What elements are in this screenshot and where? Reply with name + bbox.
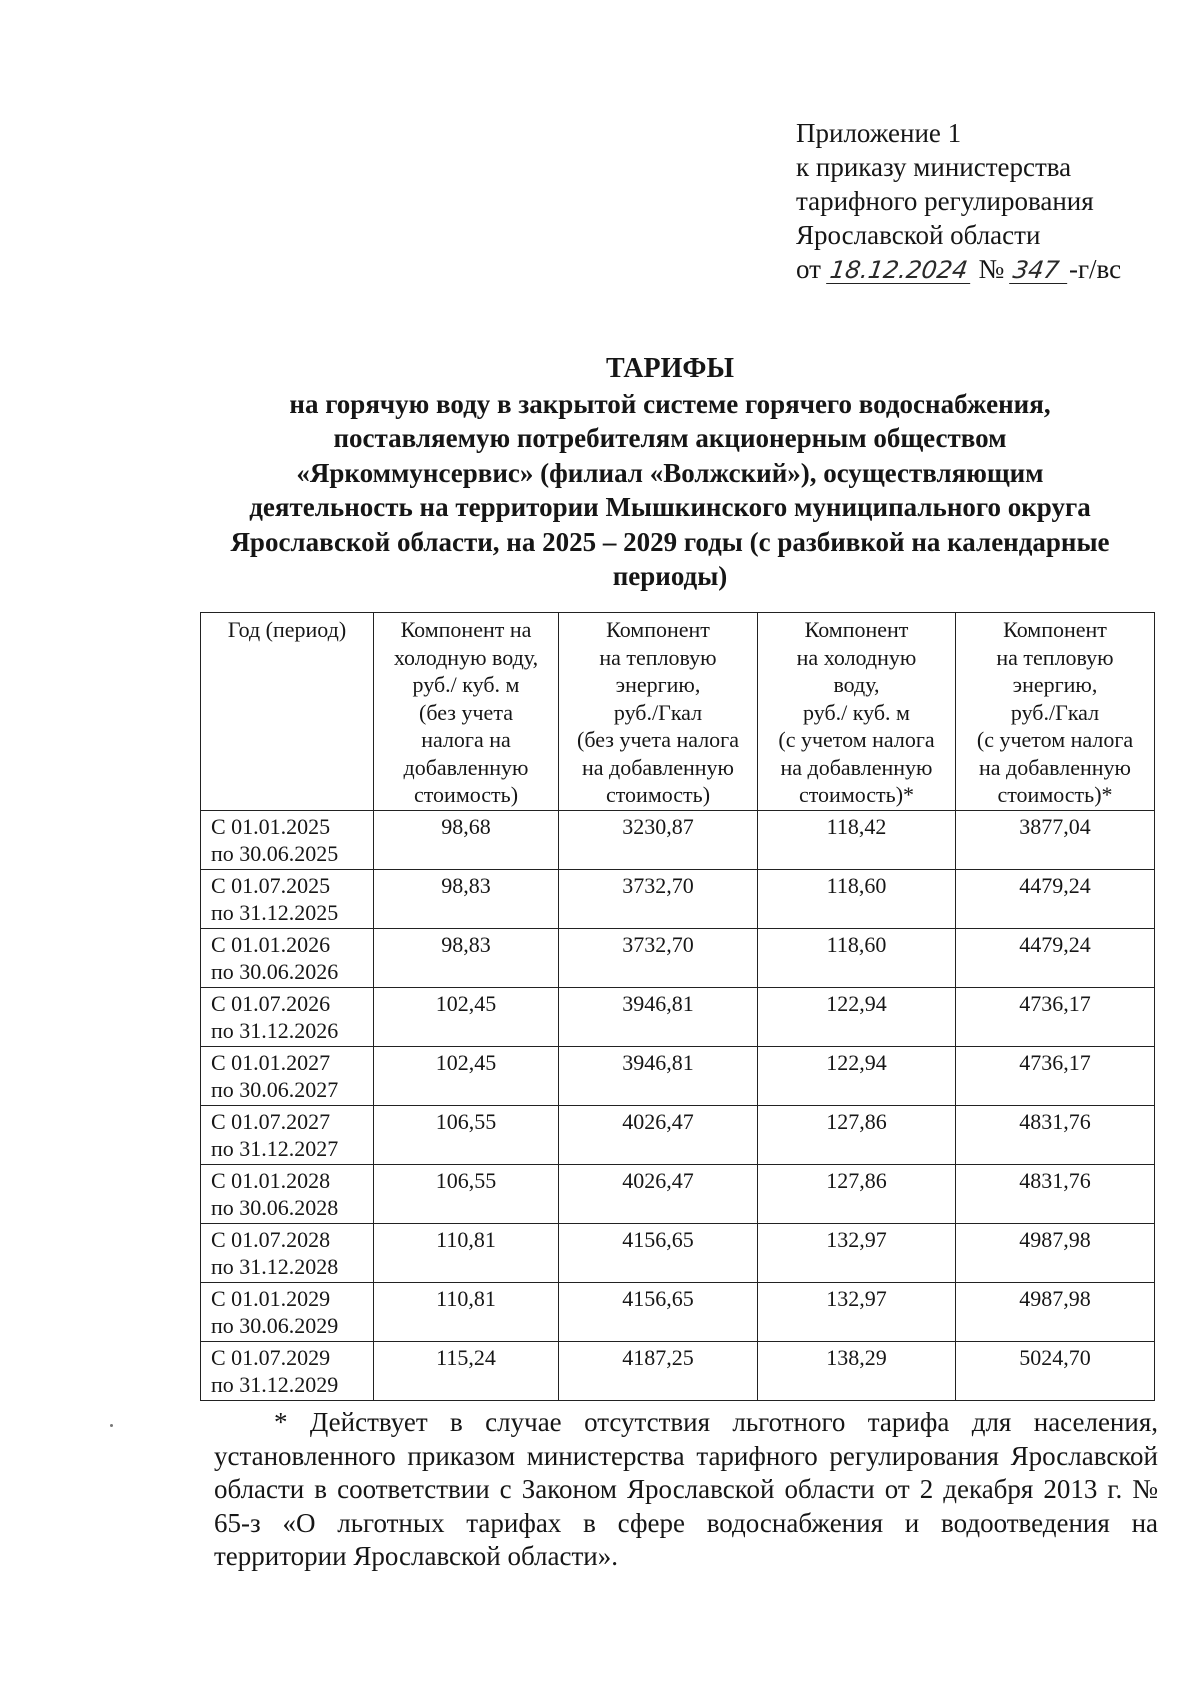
title-line: периоды) [612,561,728,591]
table-row [201,810,1155,869]
cell-heat-no-vat-text: 4156,65 [622,1226,694,1252]
title-main: ТАРИФЫ [606,353,734,384]
cell-period-text: С 01.07.2025 [211,872,331,898]
number-suffix: -г/вс [1068,254,1122,284]
cell-cold-no-vat [374,1046,559,1105]
cell-period-text: по 31.12.2028 [211,1254,339,1279]
table-row [201,1105,1155,1164]
title-line: на горячую воду в закрытой системе горячего водоснабжения, [289,388,1051,419]
table-row [201,1341,1155,1400]
cell-period [201,1164,374,1223]
header-text: на холодную [796,644,917,670]
cell-period-text: по 31.12.2025 [211,900,339,925]
cell-heat-with-vat [956,987,1155,1046]
header-cold-no-vat [374,613,559,811]
table-row [201,1282,1155,1341]
cell-heat-with-vat-text: 4831,76 [1019,1108,1091,1134]
cell-period-text: С 01.01.2027 [211,1049,331,1075]
cell-cold-with-vat [758,1164,956,1223]
table-row [201,928,1155,987]
cell-cold-no-vat-text: 115,24 [436,1344,496,1370]
header-text: (без учета налога [577,727,739,752]
scan-speck [110,1424,113,1427]
cell-period-text: С 01.07.2029 [211,1344,331,1370]
header-text: Компонент [606,617,710,642]
cell-heat-with-vat [956,1164,1155,1223]
cell-heat-no-vat-text: 4187,25 [622,1344,694,1370]
cell-cold-with-vat [758,928,956,987]
cell-cold-no-vat [374,1223,559,1282]
cell-heat-no-vat [559,1341,758,1400]
cell-cold-with-vat-text: 122,94 [826,990,887,1016]
cell-period-text: С 01.01.2028 [211,1167,331,1193]
table-row [201,1046,1155,1105]
cell-cold-no-vat-text: 102,45 [435,1049,497,1075]
header-period [201,613,374,811]
cell-period-text: по 31.12.2027 [211,1136,339,1161]
cell-period [201,928,374,987]
header-text: Компонент [804,617,909,642]
cell-period-text: С 01.01.2025 [211,813,331,839]
cell-cold-with-vat-text: 122,94 [826,1049,887,1075]
header-text: руб./Гкал [1010,699,1100,725]
cell-heat-no-vat [559,869,758,928]
cell-cold-with-vat-text: 118,60 [826,872,887,898]
cell-heat-with-vat-text: 5024,70 [1019,1344,1091,1370]
table-row [201,869,1155,928]
cell-period [201,869,374,928]
handwritten-date: 18.12.2024 [826,257,974,284]
cell-heat-no-vat-text: 4156,65 [622,1285,694,1311]
appendix-line-region: Ярославской области [796,220,1041,250]
number-sign: № [978,254,1005,284]
cell-cold-with-vat-text: 132,97 [826,1285,887,1311]
header-text: (с учетом налога [778,727,935,752]
cell-period-text: С 01.07.2026 [211,990,331,1016]
cell-cold-with-vat [758,987,956,1046]
header-text: Компонент на [400,617,532,642]
header-text: на добавленную [780,754,933,780]
cell-period [201,1223,374,1282]
cell-heat-with-vat [956,1341,1155,1400]
header-text: Год (период) [227,617,347,642]
cell-cold-with-vat [758,1046,956,1105]
cell-period [201,1282,374,1341]
header-text: энергию, [1012,672,1098,697]
title-line: Ярославской области, на 2025 – 2029 годы (с разбивкой на календарные [230,526,1110,557]
cell-cold-no-vat [374,869,559,928]
appendix-header [796,116,1121,286]
header-text: руб./ куб. м [412,672,520,697]
cell-cold-no-vat [374,1282,559,1341]
appendix-line-order: к приказу министерства [796,152,1072,182]
cell-heat-no-vat [559,1223,758,1282]
cell-heat-no-vat [559,1282,758,1341]
cell-heat-with-vat-text: 4831,76 [1019,1167,1091,1193]
header-text: руб./Гкал [613,699,703,725]
cell-period [201,1105,374,1164]
cell-heat-with-vat [956,928,1155,987]
header-text: стоимость) [605,782,711,807]
header-text: воду, [833,672,880,697]
date-prefix: от [796,254,821,284]
appendix-line-ministry: тарифного регулирования [796,186,1094,216]
header-text: на добавленную [581,754,734,780]
cell-cold-with-vat [758,1341,956,1400]
cell-period-text: по 30.06.2027 [211,1077,339,1102]
cell-cold-with-vat [758,1223,956,1282]
cell-heat-no-vat-text: 3230,87 [622,813,694,839]
cell-heat-no-vat-text: 3732,70 [622,931,694,957]
header-cold-with-vat [758,613,956,811]
appendix-title: Приложение 1 [796,118,962,148]
cell-cold-no-vat-text: 110,81 [436,1226,496,1252]
cell-heat-no-vat-text: 3732,70 [622,872,694,898]
title-line: «Яркоммунсервис» (филиал «Волжский»), осуществляющим [296,457,1044,488]
cell-cold-no-vat [374,1105,559,1164]
title-line: поставляемую потребителям акционерным обществом [333,423,1007,453]
handwritten-number: 347 [1009,257,1071,284]
table-row [201,1164,1155,1223]
header-text: добавленную [403,754,529,780]
cell-heat-no-vat-text: 3946,81 [622,1049,694,1075]
cell-period-text: по 30.06.2028 [211,1195,339,1220]
cell-period [201,810,374,869]
header-text: энергию, [615,672,701,697]
cell-cold-no-vat-text: 98,83 [441,931,491,957]
header-heat-with-vat [956,613,1155,811]
cell-heat-no-vat [559,1105,758,1164]
cell-heat-no-vat-text: 3946,81 [622,990,694,1016]
table-row [201,1223,1155,1282]
cell-cold-with-vat-text: 127,86 [826,1108,887,1134]
header-text: руб./ куб. м [803,699,910,725]
header-text: (без учета [419,699,513,725]
header-text: на тепловую [599,644,717,670]
cell-heat-with-vat-text: 4987,98 [1019,1285,1091,1311]
cell-cold-with-vat-text: 118,42 [826,813,887,839]
cell-cold-no-vat [374,810,559,869]
header-text: Компонент [1003,617,1107,642]
cell-period [201,1046,374,1105]
header-text: стоимость) [413,782,519,807]
header-heat-no-vat [559,613,758,811]
cell-heat-with-vat-text: 3877,04 [1019,813,1091,839]
title-line: деятельность на территории Мышкинского муниципального округа [249,492,1091,522]
cell-heat-with-vat [956,869,1155,928]
cell-heat-with-vat [956,810,1155,869]
cell-cold-with-vat-text: 132,97 [826,1226,887,1252]
cell-heat-with-vat-text: 4736,17 [1019,990,1091,1016]
cell-heat-no-vat [559,1046,758,1105]
cell-heat-no-vat [559,1164,758,1223]
table-row [201,987,1155,1046]
cell-cold-no-vat-text: 110,81 [436,1285,496,1311]
document-title [190,352,1150,594]
cell-period-text: по 30.06.2025 [211,841,339,866]
cell-cold-with-vat [758,869,956,928]
cell-cold-no-vat-text: 98,68 [441,813,491,839]
footnote: * Действует в случае отсутствия льготного тарифа для населения, установленного приказом министерства тарифного регулирования Ярославской области в соответствии с Законом Ярославской области от 2 декабря 2013 г. № 65-з «О льготных тарифах в сфере водоснабжения и водоотведения на территории Ярославской области». [214,1407,1158,1571]
cell-heat-no-vat [559,810,758,869]
cell-heat-with-vat-text: 4479,24 [1019,872,1091,898]
cell-cold-with-vat-text: 127,86 [826,1167,887,1193]
cell-cold-no-vat [374,987,559,1046]
cell-period-text: С 01.01.2026 [211,931,331,957]
cell-cold-no-vat-text: 102,45 [435,990,497,1016]
header-text: на добавленную [978,754,1131,780]
tariff-table [200,612,1155,1401]
header-text: стоимость)* [798,782,915,807]
cell-period-text: по 30.06.2029 [211,1313,339,1338]
header-text: стоимость)* [997,782,1113,807]
cell-heat-no-vat [559,928,758,987]
cell-cold-no-vat-text: 106,55 [435,1108,497,1134]
cell-cold-with-vat [758,810,956,869]
cell-heat-no-vat-text: 4026,47 [622,1167,694,1193]
cell-period [201,987,374,1046]
cell-period-text: С 01.07.2028 [211,1226,331,1252]
cell-period-text: по 30.06.2026 [211,959,339,984]
header-text: налога на [421,727,511,752]
cell-heat-with-vat [956,1282,1155,1341]
cell-cold-no-vat-text: 106,55 [435,1167,497,1193]
appendix-date-line [796,252,1121,286]
cell-period-text: С 01.01.2029 [211,1285,331,1311]
cell-cold-with-vat-text: 118,60 [826,931,887,957]
table-header-row [201,613,1155,811]
cell-heat-with-vat-text: 4479,24 [1019,931,1091,957]
cell-period-text: С 01.07.2027 [211,1108,331,1134]
cell-cold-no-vat [374,928,559,987]
cell-cold-no-vat [374,1164,559,1223]
cell-heat-no-vat [559,987,758,1046]
header-text: холодную воду, [393,644,539,670]
cell-heat-with-vat [956,1223,1155,1282]
cell-heat-with-vat [956,1105,1155,1164]
cell-heat-with-vat [956,1046,1155,1105]
cell-heat-no-vat-text: 4026,47 [622,1108,694,1134]
cell-cold-no-vat [374,1341,559,1400]
cell-heat-with-vat-text: 4736,17 [1019,1049,1091,1075]
header-text: (с учетом налога [976,727,1134,752]
cell-cold-no-vat-text: 98,83 [441,872,491,898]
cell-period-text: по 31.12.2029 [211,1372,339,1397]
cell-cold-with-vat [758,1105,956,1164]
cell-cold-with-vat [758,1282,956,1341]
cell-cold-with-vat-text: 138,29 [826,1344,887,1370]
header-text: на тепловую [996,644,1114,670]
cell-period [201,1341,374,1400]
cell-heat-with-vat-text: 4987,98 [1019,1226,1091,1252]
cell-period-text: по 31.12.2026 [211,1018,339,1043]
